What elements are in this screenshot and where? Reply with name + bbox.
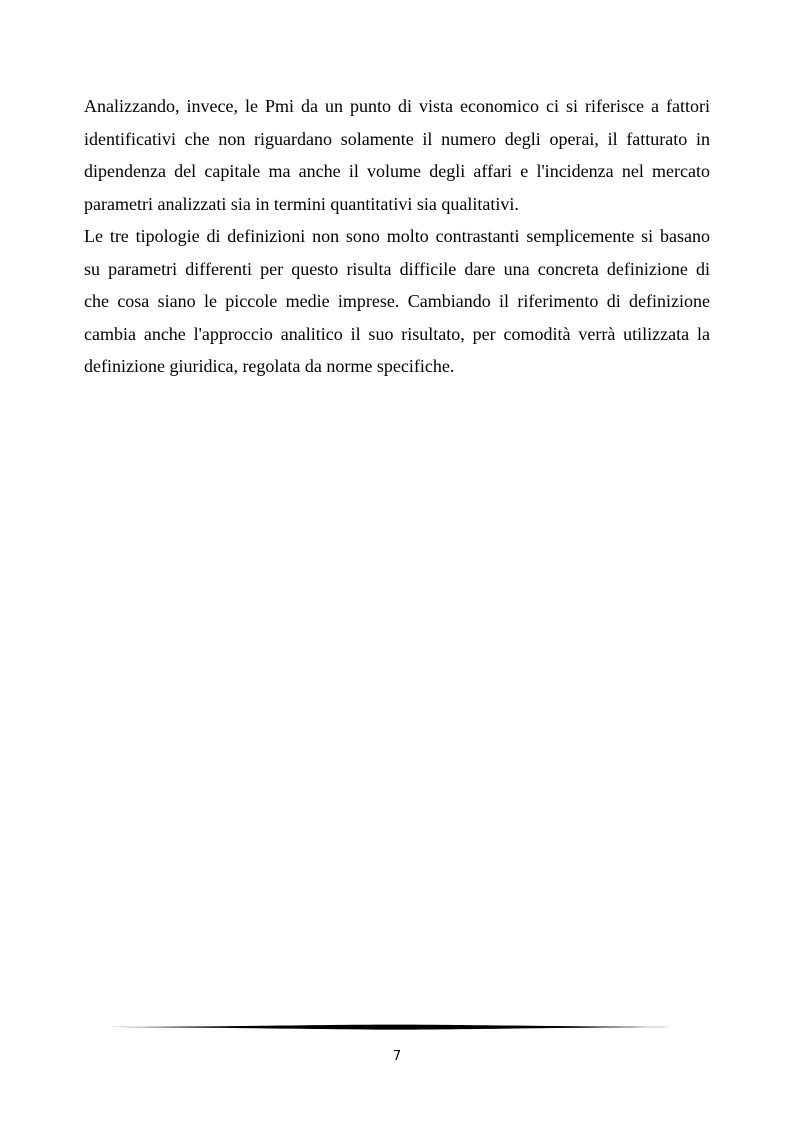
text-line: dipendenza del capitale ma anche il volume degli affari e l'incidenza nel mercato <box>84 161 710 181</box>
document-body <box>84 90 710 383</box>
footer-divider <box>110 1024 684 1030</box>
text-line: definizione giuridica, regolata da norme specifiche. <box>84 356 455 376</box>
text-line: parametri analizzati sia in termini quantitativi sia qualitativi. <box>84 193 519 214</box>
page-number: 7 <box>392 1049 402 1064</box>
text-line: identificativi che non riguardano solamente il numero degli operai, il fatturato in <box>84 128 710 149</box>
text-line: che cosa siano le piccole medie imprese. Cambiando il riferimento di definizione <box>84 291 710 311</box>
text-line: su parametri differenti per questo risulta difficile dare una concreta definizione di <box>84 258 710 279</box>
text-line: Le tre tipologie di definizioni non sono molto contrastanti semplicemente si basano <box>84 226 710 246</box>
text-line: Analizzando, invece, le Pmi da un punto di vista economico ci si riferisce a fattori <box>84 96 710 116</box>
text-line: cambia anche l'approccio analitico il suo risultato, per comodità verrà utilizzata la <box>84 323 710 344</box>
paragraph-definition-types <box>84 220 710 383</box>
paragraph-economic-definition <box>84 90 710 220</box>
